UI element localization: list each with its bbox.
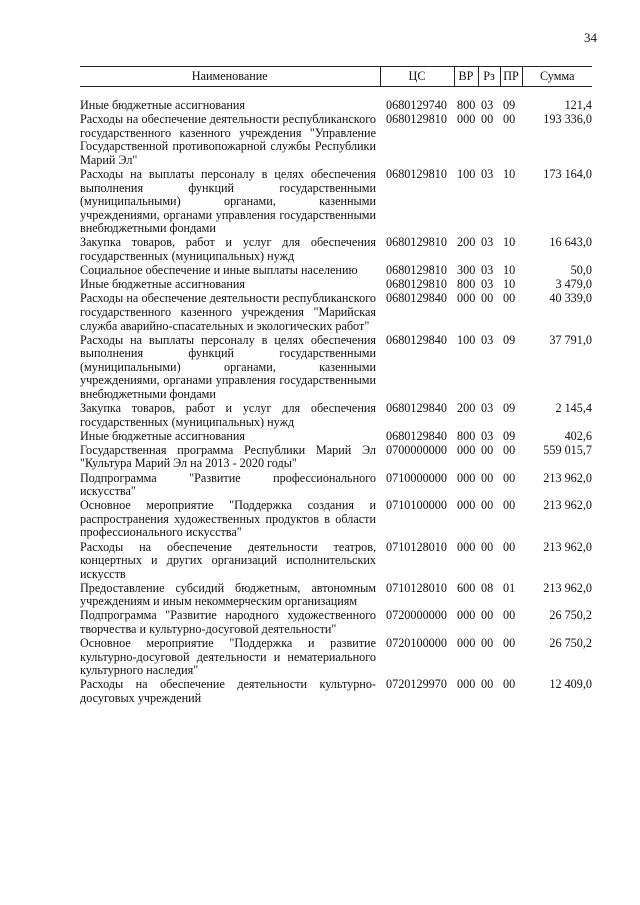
cell-rz: 03 [481, 332, 494, 347]
cell-pr: 00 [503, 291, 516, 306]
cell-rz: 00 [481, 470, 494, 485]
cell-name: Подпрограмма "Развитие профессионального искусства" [80, 470, 376, 499]
cell-name: Иные бюджетные ассигнования [80, 98, 246, 112]
cell-rz: 00 [481, 636, 494, 651]
cell-sum: 193 336,0 [543, 112, 592, 127]
header-sum: Сумма [522, 67, 592, 87]
table-row [80, 472, 592, 500]
cell-name: Расходы на обеспечение деятельности театров, концертных и других организаций исполнительских искусств [80, 539, 376, 581]
cell-rz: 03 [481, 428, 494, 443]
cell-pr: 09 [503, 98, 516, 112]
table-row [80, 499, 592, 540]
cell-sum: 26 750,2 [549, 636, 592, 651]
table-row [80, 541, 592, 582]
header-name: Наименование [80, 67, 380, 87]
cell-name: Расходы на обеспечение деятельности культурно-досуговых учреждений [80, 677, 376, 706]
cell-vr: 100 [457, 332, 476, 347]
cell-sum: 173 164,0 [543, 166, 592, 181]
cell-rz: 00 [481, 498, 494, 513]
cell-pr: 10 [503, 263, 516, 278]
cell-vr: 000 [457, 498, 476, 513]
table-row [80, 637, 592, 678]
table-row [80, 264, 592, 278]
header-pr: ПР [500, 67, 522, 87]
header-cs: ЦС [380, 67, 454, 87]
cell-pr: 00 [503, 498, 516, 513]
cell-rz: 03 [481, 98, 494, 112]
table-row [80, 402, 592, 430]
cell-sum: 40 339,0 [549, 291, 592, 306]
cell-cs: 0710000000 [386, 470, 447, 485]
cell-rz: 03 [481, 277, 494, 292]
cell-sum: 37 791,0 [549, 332, 592, 347]
table-row [80, 168, 592, 236]
cell-sum: 402,6 [564, 428, 592, 443]
cell-cs: 0680129840 [386, 291, 447, 306]
table-row [80, 678, 592, 706]
cell-pr: 01 [503, 580, 516, 595]
cell-rz: 00 [481, 539, 494, 554]
cell-sum: 3 479,0 [555, 277, 592, 292]
cell-sum: 50,0 [570, 263, 592, 278]
cell-sum: 16 643,0 [549, 235, 592, 250]
cell-cs: 0680129810 [386, 235, 447, 250]
cell-rz: 00 [481, 677, 494, 692]
cell-sum: 213 962,0 [543, 470, 592, 485]
cell-rz: 03 [481, 263, 494, 278]
cell-name: Иные бюджетные ассигнования [80, 277, 246, 292]
cell-pr: 00 [503, 470, 516, 485]
cell-name: Основное мероприятие "Поддержка и развитие культурно-досуговой деятельности и нематериального культурного наследия" [80, 636, 376, 678]
cell-rz: 03 [481, 166, 494, 181]
cell-cs: 0680129840 [386, 332, 447, 347]
cell-sum: 213 962,0 [543, 498, 592, 513]
cell-name: Социальное обеспечение и иные выплаты населению [80, 263, 358, 278]
cell-name: Расходы на обеспечение деятельности республиканского государственного казенного учреждения "Управление Государственной противопожарной службы Республики Марий Эл" [80, 112, 376, 167]
cell-sum: 559 015,7 [543, 442, 592, 457]
table-body [80, 99, 592, 706]
table-row [80, 430, 592, 444]
cell-rz: 03 [481, 235, 494, 250]
cell-cs: 0680129810 [386, 263, 447, 278]
cell-name: Расходы на выплаты персоналу в целях обеспечения выполнения функций государственными (муниципальными) органами, казенными учреждениями, органами управления государственными внебюджетными фондами [80, 166, 376, 236]
cell-name: Предоставление субсидий бюджетным, автономным учреждениям и иным некоммерческим организациям [80, 580, 376, 609]
cell-name: Закупка товаров, работ и услуг для обеспечения государственных (муниципальных) нужд [80, 401, 376, 429]
cell-name: Закупка товаров, работ и услуг для обеспечения государственных (муниципальных) нужд [80, 235, 376, 264]
table-row [80, 334, 592, 402]
cell-pr: 00 [503, 112, 516, 127]
cell-cs: 0720000000 [386, 608, 447, 623]
cell-cs: 0720129970 [386, 677, 447, 692]
cell-cs: 0680129810 [386, 166, 447, 181]
cell-vr: 000 [457, 112, 476, 127]
table-row [80, 444, 592, 472]
cell-vr: 000 [457, 608, 476, 623]
header-rz: Рз [478, 67, 500, 87]
cell-cs: 0680129810 [386, 277, 447, 292]
cell-pr: 10 [503, 235, 516, 250]
cell-rz: 03 [481, 401, 494, 416]
cell-vr: 000 [457, 677, 476, 692]
cell-cs: 0680129840 [386, 428, 447, 443]
cell-rz: 00 [481, 112, 494, 127]
header-vr: ВР [454, 67, 478, 87]
cell-cs: 0680129740 [386, 98, 447, 112]
table-row [80, 99, 592, 113]
cell-name: Государственная программа Республики Марий Эл "Культура Марий Эл на 2013 - 2020 годы" [80, 442, 376, 471]
cell-pr: 09 [503, 428, 516, 443]
cell-vr: 800 [457, 428, 476, 443]
cell-cs: 0700000000 [386, 442, 447, 457]
cell-sum: 2 145,4 [555, 401, 592, 416]
cell-vr: 300 [457, 263, 476, 278]
cell-sum: 121,4 [564, 98, 592, 112]
cell-vr: 200 [457, 235, 476, 250]
budget-table [80, 66, 592, 706]
cell-vr: 800 [457, 98, 476, 112]
cell-sum: 26 750,2 [549, 608, 592, 623]
cell-vr: 000 [457, 291, 476, 306]
table-row [80, 278, 592, 292]
cell-pr: 00 [503, 442, 516, 457]
cell-sum: 213 962,0 [543, 539, 592, 554]
cell-vr: 200 [457, 401, 476, 416]
cell-pr: 00 [503, 677, 516, 692]
cell-pr: 10 [503, 277, 516, 292]
cell-pr: 10 [503, 166, 516, 181]
cell-pr: 00 [503, 608, 516, 623]
table-row [80, 609, 592, 637]
cell-name: Основное мероприятие "Поддержка создания и распространения художественных продуктов в области профессионального искусства" [80, 498, 376, 540]
cell-sum: 213 962,0 [543, 580, 592, 595]
table-row [80, 582, 592, 610]
cell-vr: 800 [457, 277, 476, 292]
cell-pr: 00 [503, 636, 516, 651]
cell-name: Расходы на обеспечение деятельности республиканского государственного казенного учреждения "Марийская служба аварийно-спасательных и экологических работ" [80, 291, 376, 333]
cell-pr: 09 [503, 401, 516, 416]
cell-pr: 00 [503, 539, 516, 554]
cell-name: Иные бюджетные ассигнования [80, 428, 246, 443]
cell-cs: 0720100000 [386, 636, 447, 651]
cell-rz: 00 [481, 608, 494, 623]
cell-vr: 000 [457, 539, 476, 554]
table-header [80, 67, 592, 100]
cell-sum: 12 409,0 [549, 677, 592, 692]
cell-rz: 08 [481, 580, 494, 595]
page-number: 34 [584, 30, 597, 45]
cell-rz: 00 [481, 442, 494, 457]
cell-vr: 000 [457, 442, 476, 457]
cell-cs: 0710100000 [386, 498, 447, 513]
cell-vr: 100 [457, 166, 476, 181]
cell-vr: 600 [457, 580, 476, 595]
cell-cs: 0710128010 [386, 580, 447, 595]
cell-cs: 0680129810 [386, 112, 447, 127]
cell-cs: 0680129840 [386, 401, 447, 416]
table-row [80, 113, 592, 168]
cell-vr: 000 [457, 636, 476, 651]
cell-name: Подпрограмма "Развитие народного художественного творчества и культурно-досуговой деятельности" [80, 608, 376, 637]
cell-rz: 00 [481, 291, 494, 306]
cell-name: Расходы на выплаты персоналу в целях обеспечения выполнения функций государственными (муниципальными) органами, казенными учреждениями, органами управления государственными внебюджетными фондами [80, 332, 376, 401]
cell-pr: 09 [503, 332, 516, 347]
table-row [80, 292, 592, 333]
cell-vr: 000 [457, 470, 476, 485]
cell-cs: 0710128010 [386, 539, 447, 554]
table-row [80, 236, 592, 264]
